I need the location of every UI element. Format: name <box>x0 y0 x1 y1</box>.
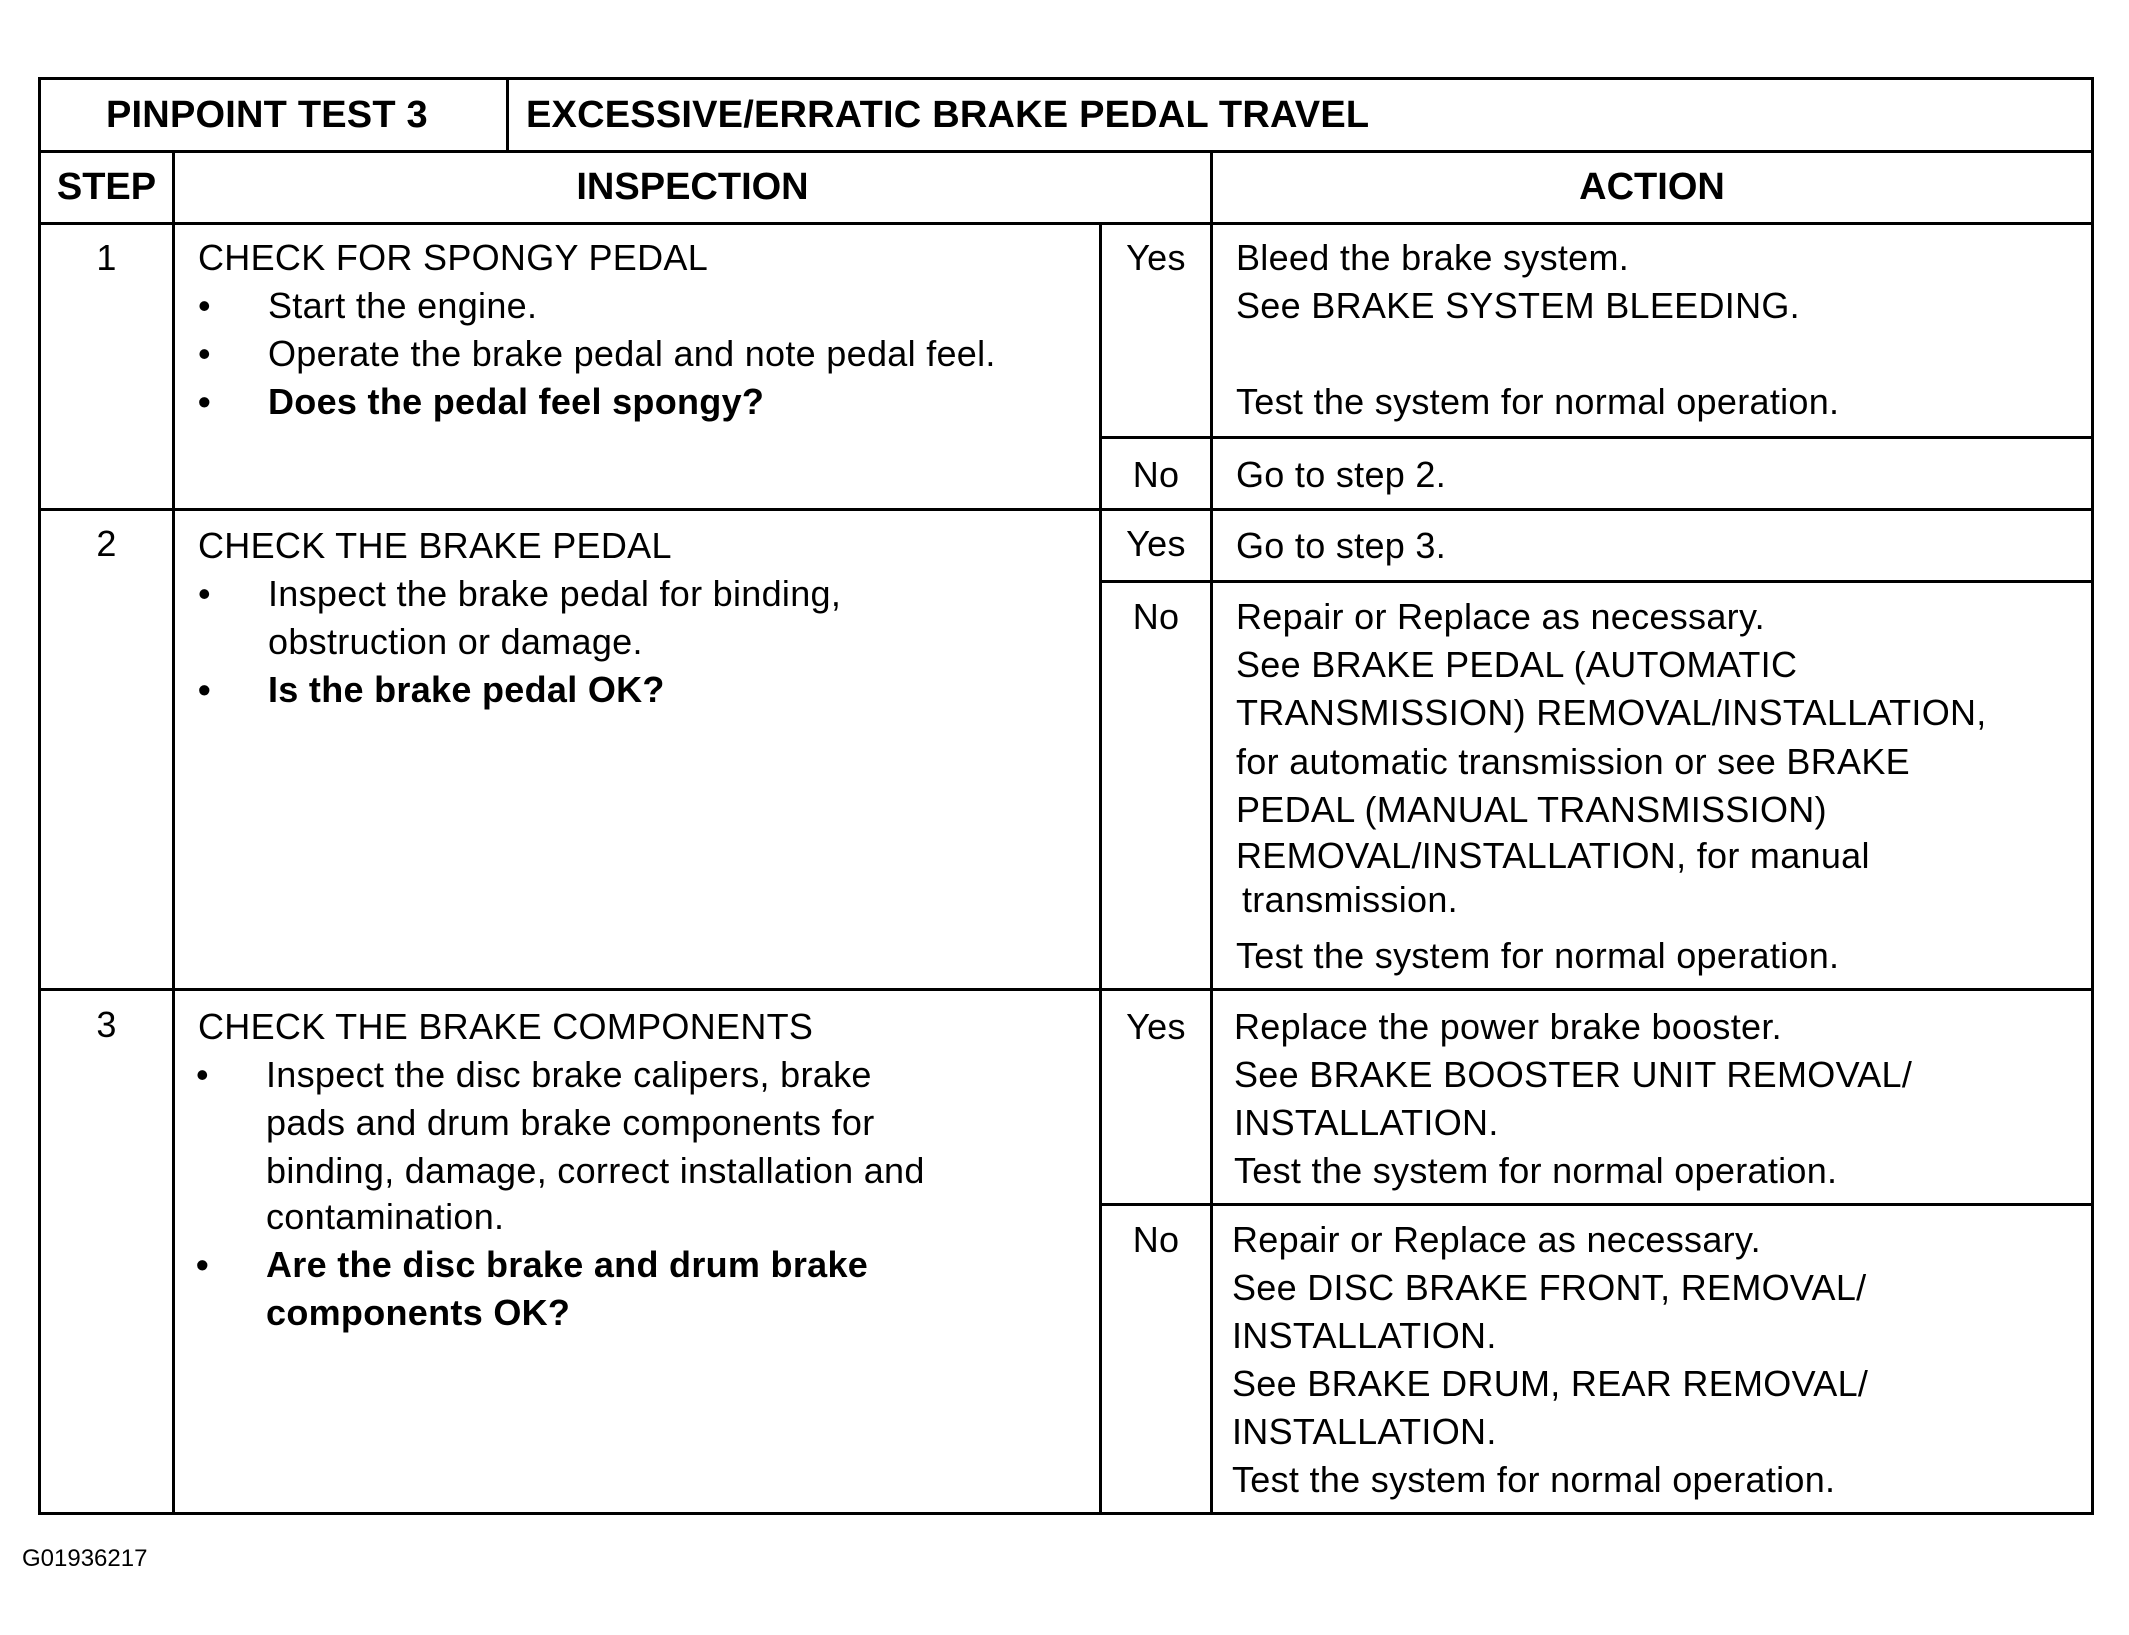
action-line: Go to step 3. <box>1236 525 1447 566</box>
action-line: Bleed the brake system. <box>1236 237 1630 278</box>
divider <box>38 508 2094 511</box>
action-header: ACTION <box>1579 166 1725 208</box>
divider <box>38 988 2094 991</box>
action-line: See DISC BRAKE FRONT, REMOVAL/ <box>1232 1267 1867 1308</box>
yes-label: Yes <box>1126 237 1186 278</box>
action-line: Test the system for normal operation. <box>1236 935 1840 976</box>
action-line: See BRAKE PEDAL (AUTOMATIC <box>1236 644 1798 685</box>
action-line: INSTALLATION. <box>1234 1102 1499 1143</box>
divider <box>506 77 509 152</box>
bullet-icon: • <box>198 333 211 374</box>
bullet-icon: • <box>196 1244 209 1285</box>
divider <box>1099 1203 2094 1206</box>
bullet-icon: • <box>198 573 211 614</box>
step-header: STEP <box>56 166 157 208</box>
action-line: See BRAKE DRUM, REAR REMOVAL/ <box>1232 1363 1869 1404</box>
divider <box>1099 580 2094 583</box>
action-line: Go to step 2. <box>1236 454 1447 495</box>
no-label: No <box>1132 1219 1180 1260</box>
action-line: TRANSMISSION) REMOVAL/INSTALLATION, <box>1236 692 1987 733</box>
action-line: INSTALLATION. <box>1232 1315 1497 1356</box>
divider <box>1099 222 1102 1515</box>
action-line: INSTALLATION. <box>1232 1411 1497 1452</box>
divider <box>172 150 175 1515</box>
step-number: 2 <box>96 523 117 564</box>
step-number: 3 <box>96 1004 117 1045</box>
bullet-icon: • <box>198 285 211 326</box>
yes-label: Yes <box>1126 523 1186 564</box>
check-title: CHECK FOR SPONGY PEDAL <box>198 237 709 278</box>
no-label: No <box>1132 454 1180 495</box>
bullet-icon: • <box>198 381 211 422</box>
check-title: CHECK THE BRAKE PEDAL <box>198 525 672 566</box>
action-line: Repair or Replace as necessary. <box>1236 596 1765 637</box>
action-line: Test the system for normal operation. <box>1234 1150 1838 1191</box>
action-line: REMOVAL/INSTALLATION, for manual <box>1236 835 1870 876</box>
no-label: No <box>1132 596 1180 637</box>
action-line: Replace the power brake booster. <box>1234 1006 1782 1047</box>
action-line: Test the system for normal operation. <box>1236 381 1840 422</box>
bullet-icon: • <box>198 669 211 710</box>
action-line: transmission. <box>1242 879 1458 920</box>
check-title: CHECK THE BRAKE COMPONENTS <box>198 1006 814 1047</box>
action-line: See BRAKE BOOSTER UNIT REMOVAL/ <box>1234 1054 1913 1095</box>
bullet-icon: • <box>196 1054 209 1095</box>
inspection-header: INSPECTION <box>576 166 809 208</box>
test-name: EXCESSIVE/ERRATIC BRAKE PEDAL TRAVEL <box>526 94 1370 136</box>
divider <box>1099 436 2094 439</box>
figure-id: G01936217 <box>22 1545 148 1572</box>
action-line: See BRAKE SYSTEM BLEEDING. <box>1236 285 1800 326</box>
test-label: PINPOINT TEST 3 <box>106 94 428 136</box>
action-line: Test the system for normal operation. <box>1232 1459 1836 1500</box>
action-line: for automatic transmission or see BRAKE <box>1236 741 1910 782</box>
divider <box>1210 150 1213 1515</box>
step-number: 1 <box>96 237 117 278</box>
action-line: Repair or Replace as necessary. <box>1232 1219 1761 1260</box>
divider <box>38 222 2094 225</box>
divider <box>38 150 2094 153</box>
action-line: PEDAL (MANUAL TRANSMISSION) <box>1236 789 1827 830</box>
yes-label: Yes <box>1126 1006 1186 1047</box>
